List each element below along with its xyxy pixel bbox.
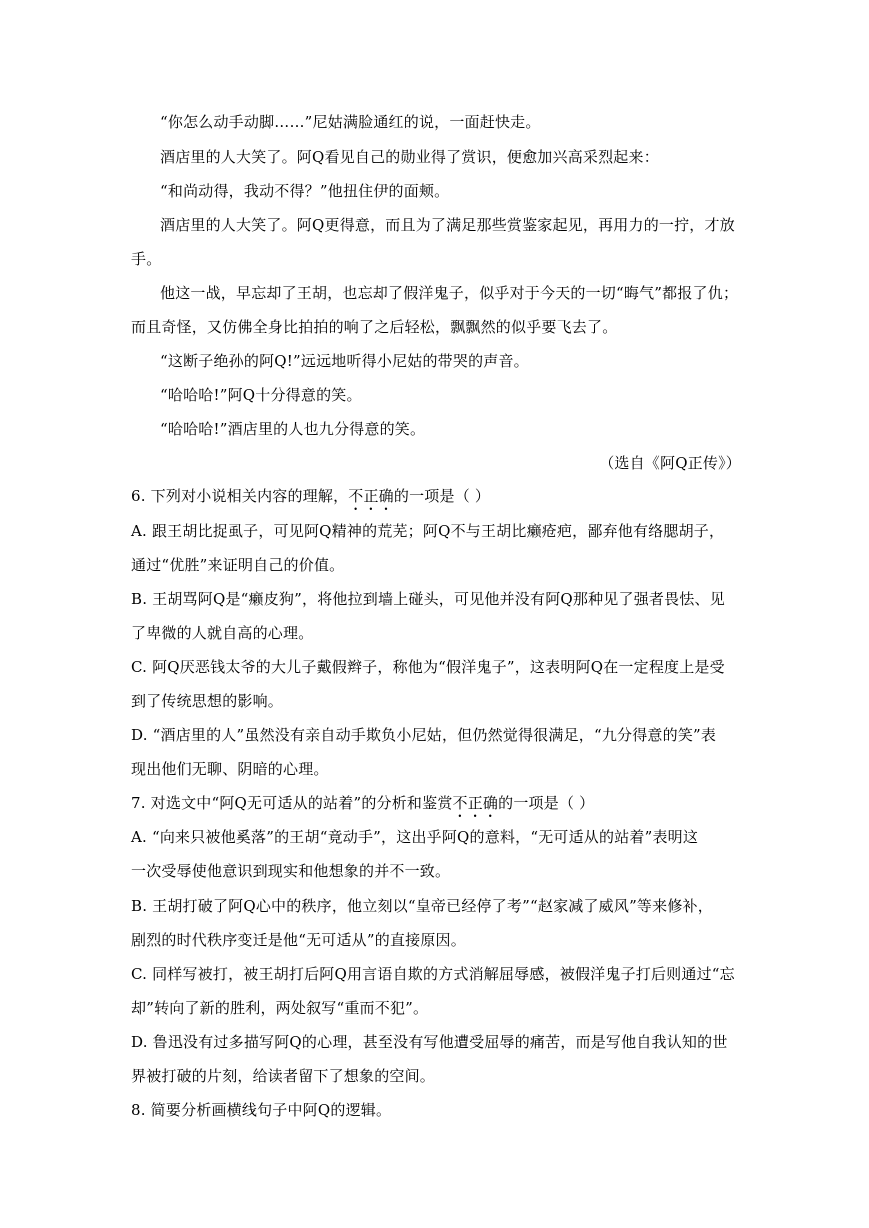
question-6-option-c: C. 阿Q厌恶钱太爷的大儿子戴假辫子，称他为“假洋鬼子”，这表明阿Q在一定程度上是受 xyxy=(131,658,725,676)
question-6-option-b: B. 王胡骂阿Q是“癞皮狗”，将他拉到墙上碰头，可见他并没有阿Q那种见了强者畏怯、见 xyxy=(131,590,725,608)
question-7-option-b: B. 王胡打破了阿Q心中的秩序，他立刻以“皇帝已经停了考”“赵家减了威风”等来修补， xyxy=(131,897,713,915)
question-6-option-c-continuation: 到了传统思想的影响。 xyxy=(131,692,284,710)
question-7-stem xyxy=(131,793,741,821)
question-7-option-d-continuation: 界被打破的片刻，给读者留下了想象的空间。 xyxy=(131,1067,436,1085)
question-7-option-c-continuation: 却”转向了新的胜利，两处叙写“重而不犯”。 xyxy=(131,999,429,1017)
passage-paragraph: “你怎么动手动脚……”尼姑满脸通红的说，一面赶快走。 xyxy=(160,113,541,131)
question-6-stem-tail: 的一项是（ ） xyxy=(393,487,491,505)
passage-paragraph: “和尚动得，我动不得？”他扭住伊的面颊。 xyxy=(160,182,450,200)
question-7-option-a-continuation: 一次受辱使他意识到现实和他想象的并不一致。 xyxy=(131,862,451,880)
question-7-option-d: D. 鲁迅没有过多描写阿Q的心理，甚至没有写他遭受屈辱的痛苦，而是写他自我认知的世 xyxy=(131,1033,728,1051)
question-7-stem-tail: 的一项是（ ） xyxy=(498,794,595,812)
question-6-option-a-continuation: 通过“优胜”来证明自己的价值。 xyxy=(131,556,345,574)
question-7-emphasis: 不正确 xyxy=(452,794,499,812)
passage-paragraph: “这断子绝孙的阿Q!”远远地听得小尼姑的带哭的声音。 xyxy=(160,352,529,370)
question-8-stem: 8. 简要分析画横线句子中阿Q的逻辑。 xyxy=(131,1101,392,1119)
question-7-option-c: C. 同样写被打，被王胡打后阿Q用言语自欺的方式消解屈辱感，被假洋鬼子打后则通过“忘 xyxy=(131,965,735,983)
question-7-stem-text: 7. 对选文中“阿Q无可适从的站着”的分析和鉴赏 xyxy=(131,794,453,812)
question-6-option-a: A. 跟王胡比捉虱子，可见阿Q精神的荒芜；阿Q不与王胡比癞疮疤，鄙弃他有络腮胡子， xyxy=(131,522,725,540)
passage-paragraph: 酒店里的人大笑了。阿Q更得意，而且为了满足那些赏鉴家起见，再用力的一拧，才放 xyxy=(160,216,735,234)
question-6-option-d: D. “酒店里的人”虽然没有亲自动手欺负小尼姑，但仍然觉得很满足，“九分得意的笑”表 xyxy=(131,726,717,744)
question-6-stem-text: 6. 下列对小说相关内容的理解， xyxy=(131,487,349,505)
passage-paragraph: “哈哈哈!”阿Q十分得意的笑。 xyxy=(160,386,362,404)
passage-paragraph-continuation: 而且奇怪，又仿佛全身比拍拍的响了之后轻松，飘飘然的似乎要飞去了。 xyxy=(131,318,618,336)
question-7-option-b-continuation: 剧烈的时代秩序变迁是他“无可适从”的直接原因。 xyxy=(131,931,466,949)
question-6-option-b-continuation: 了卑微的人就自高的心理。 xyxy=(131,624,314,642)
question-6-stem xyxy=(131,486,741,514)
question-6-emphasis: 不正确 xyxy=(348,487,394,505)
passage-source: （选自《阿Q正传》） xyxy=(599,454,741,472)
passage-paragraph: 他这一战，早忘却了王胡，也忘却了假洋鬼子，似乎对于今天的一切“晦气”都报了仇； xyxy=(160,284,739,302)
passage-paragraph: 酒店里的人大笑了。阿Q看见自己的勋业得了赏识，便愈加兴高采烈起来： xyxy=(160,148,659,166)
passage-paragraph-continuation: 手。 xyxy=(131,250,162,268)
passage-paragraph: “哈哈哈!”酒店里的人也九分得意的笑。 xyxy=(160,420,426,438)
question-7-option-a: A. “向来只被他奚落”的王胡“竟动手”，这出乎阿Q的意料，“无可适从的站着”表明这 xyxy=(131,828,699,846)
question-6-option-d-continuation: 现出他们无聊、阴暗的心理。 xyxy=(131,760,329,778)
